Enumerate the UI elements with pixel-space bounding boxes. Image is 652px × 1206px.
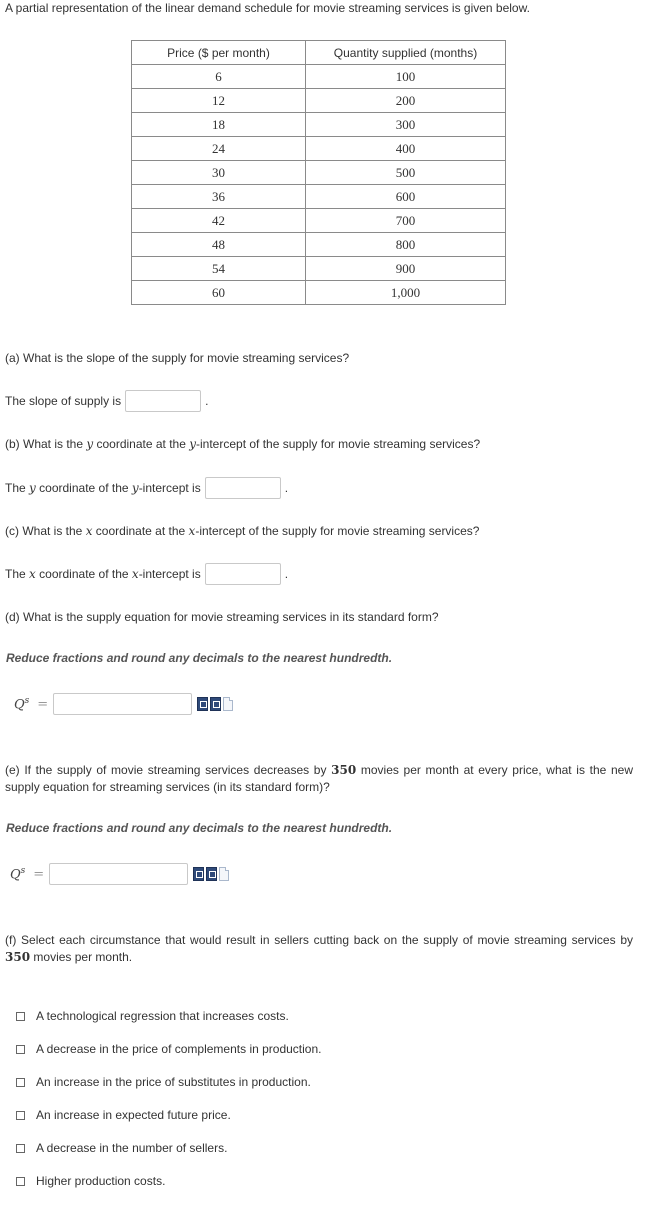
- question-b-text: -intercept of the supply for movie streaming services?: [196, 437, 481, 451]
- x-variable: x: [29, 567, 36, 581]
- table-row: [132, 161, 506, 185]
- quantity-cell: 500: [306, 161, 506, 185]
- x-variable: x: [131, 567, 139, 581]
- quantity-header: Quantity supplied (months): [306, 41, 506, 65]
- table-header-row: [132, 41, 506, 65]
- checkbox[interactable]: [16, 1078, 25, 1087]
- cutback-amount: 350: [5, 950, 31, 964]
- formula-icon[interactable]: [210, 697, 221, 711]
- quantity-cell: 400: [306, 137, 506, 161]
- checkbox[interactable]: [16, 1045, 25, 1054]
- option-label: A decrease in the number of sellers.: [36, 1141, 228, 1155]
- question-d: (d) What is the supply equation for movie streaming services in its standard form?: [5, 610, 439, 624]
- x-variable: x: [85, 524, 93, 538]
- question-f: [5, 932, 633, 966]
- answer-c-label: coordinate of the: [39, 567, 129, 581]
- table-row: [132, 137, 506, 161]
- quantity-cell: 800: [306, 233, 506, 257]
- table-row: [132, 233, 506, 257]
- q-symbol: Q: [14, 697, 25, 713]
- intro-text: A partial representation of the linear demand schedule for movie streaming services is given below.: [5, 1, 530, 15]
- option-label: A technological regression that increases costs.: [36, 1009, 289, 1023]
- decrease-amount: 350: [331, 763, 357, 777]
- price-cell: 60: [132, 281, 306, 305]
- table-row: [132, 113, 506, 137]
- price-cell: 24: [132, 137, 306, 161]
- equation-editor-icon[interactable]: [193, 867, 204, 881]
- question-e: [5, 762, 633, 796]
- x-variable: x: [188, 524, 196, 538]
- supply-schedule-table: [131, 40, 506, 305]
- s-superscript: s: [24, 695, 30, 706]
- quantity-cell: 700: [306, 209, 506, 233]
- slope-input[interactable]: [125, 390, 201, 412]
- instruction-d: Reduce fractions and round any decimals to the nearest hundredth.: [6, 651, 393, 665]
- y-variable: y: [29, 481, 36, 495]
- answer-b-line: [5, 477, 288, 499]
- x-intercept-input[interactable]: [205, 563, 281, 585]
- period: .: [205, 394, 209, 408]
- checkbox[interactable]: [16, 1144, 25, 1153]
- price-cell: 30: [132, 161, 306, 185]
- s-superscript: s: [20, 865, 26, 876]
- question-c-text: coordinate at the: [92, 524, 189, 538]
- table-row: [132, 65, 506, 89]
- new-supply-equation-input[interactable]: [49, 863, 188, 885]
- y-intercept-input[interactable]: [205, 477, 281, 499]
- option-technological-regression[interactable]: [16, 1009, 289, 1023]
- question-b-text: (b) What is the: [5, 437, 87, 451]
- option-increase-expected-future-price[interactable]: [16, 1108, 231, 1122]
- checkbox[interactable]: [16, 1111, 25, 1120]
- equation-d-row: [14, 693, 233, 715]
- page-icon[interactable]: [223, 697, 233, 711]
- answer-a-label: The slope of supply is: [5, 394, 122, 408]
- quantity-cell: 100: [306, 65, 506, 89]
- answer-b-label: -intercept is: [138, 481, 201, 495]
- answer-c-line: [5, 563, 288, 585]
- price-cell: 12: [132, 89, 306, 113]
- table-row: [132, 89, 506, 113]
- table-row: [132, 257, 506, 281]
- question-e-text: (e) If the supply of movie streaming services decreases by: [5, 763, 332, 777]
- option-decrease-price-complements[interactable]: [16, 1042, 322, 1056]
- option-label: A decrease in the price of complements in production.: [36, 1042, 322, 1056]
- equation-editor-icon[interactable]: [197, 697, 208, 711]
- price-cell: 6: [132, 65, 306, 89]
- period: .: [284, 567, 289, 581]
- supply-equation-input[interactable]: [53, 693, 192, 715]
- table-row: [132, 209, 506, 233]
- option-increase-price-substitutes[interactable]: [16, 1075, 311, 1089]
- price-cell: 48: [132, 233, 306, 257]
- equation-tools: [191, 867, 229, 881]
- table-row: [132, 281, 506, 305]
- answer-c-label: -intercept is: [138, 567, 201, 581]
- answer-b-label: The: [5, 481, 26, 495]
- question-c-text: -intercept of the supply for movie streaming services?: [195, 524, 480, 538]
- question-c: [5, 524, 479, 538]
- y-variable: y: [131, 481, 139, 495]
- qs-label: [14, 696, 29, 712]
- equals-sign: =: [37, 696, 49, 712]
- quantity-cell: 600: [306, 185, 506, 209]
- formula-icon[interactable]: [206, 867, 217, 881]
- price-cell: 54: [132, 257, 306, 281]
- price-header: Price ($ per month): [132, 41, 306, 65]
- equation-e-row: [10, 863, 229, 885]
- option-decrease-number-of-sellers[interactable]: [16, 1141, 227, 1155]
- price-cell: 18: [132, 113, 306, 137]
- page-icon[interactable]: [219, 867, 229, 881]
- option-higher-production-costs[interactable]: [16, 1174, 165, 1188]
- question-e-text: movies per month at every price, what is the new supply equation for streaming services (in its standard form)?: [5, 763, 633, 794]
- quantity-cell: 300: [306, 113, 506, 137]
- quantity-cell: 900: [306, 257, 506, 281]
- checkbox[interactable]: [16, 1177, 25, 1186]
- question-b-text: coordinate at the: [93, 437, 190, 451]
- y-variable: y: [86, 437, 94, 451]
- question-c-text: (c) What is the: [5, 524, 86, 538]
- option-label: Higher production costs.: [36, 1174, 166, 1188]
- option-label: An increase in expected future price.: [36, 1108, 231, 1122]
- price-cell: 36: [132, 185, 306, 209]
- question-f-text: movies per month.: [30, 950, 133, 964]
- price-cell: 42: [132, 209, 306, 233]
- quantity-cell: 1,000: [306, 281, 506, 305]
- quantity-cell: 200: [306, 89, 506, 113]
- option-label: An increase in the price of substitutes in production.: [36, 1075, 311, 1089]
- question-b: [5, 437, 480, 451]
- checkbox[interactable]: [16, 1012, 25, 1021]
- instruction-e: Reduce fractions and round any decimals to the nearest hundredth.: [6, 821, 393, 835]
- period: .: [284, 481, 289, 495]
- equals-sign: =: [33, 866, 45, 882]
- question-a: (a) What is the slope of the supply for movie streaming services?: [5, 351, 350, 365]
- q-symbol: Q: [10, 867, 21, 883]
- equation-tools: [195, 697, 233, 711]
- table-row: [132, 185, 506, 209]
- answer-b-label: coordinate of the: [39, 481, 129, 495]
- y-variable: y: [189, 437, 196, 451]
- answer-c-label: The: [5, 567, 26, 581]
- answer-a-line: [5, 390, 208, 412]
- question-f-text: (f) Select each circumstance that would result in sellers cutting back on the supply of movie streaming services by: [5, 933, 633, 947]
- qs-label: [10, 866, 25, 882]
